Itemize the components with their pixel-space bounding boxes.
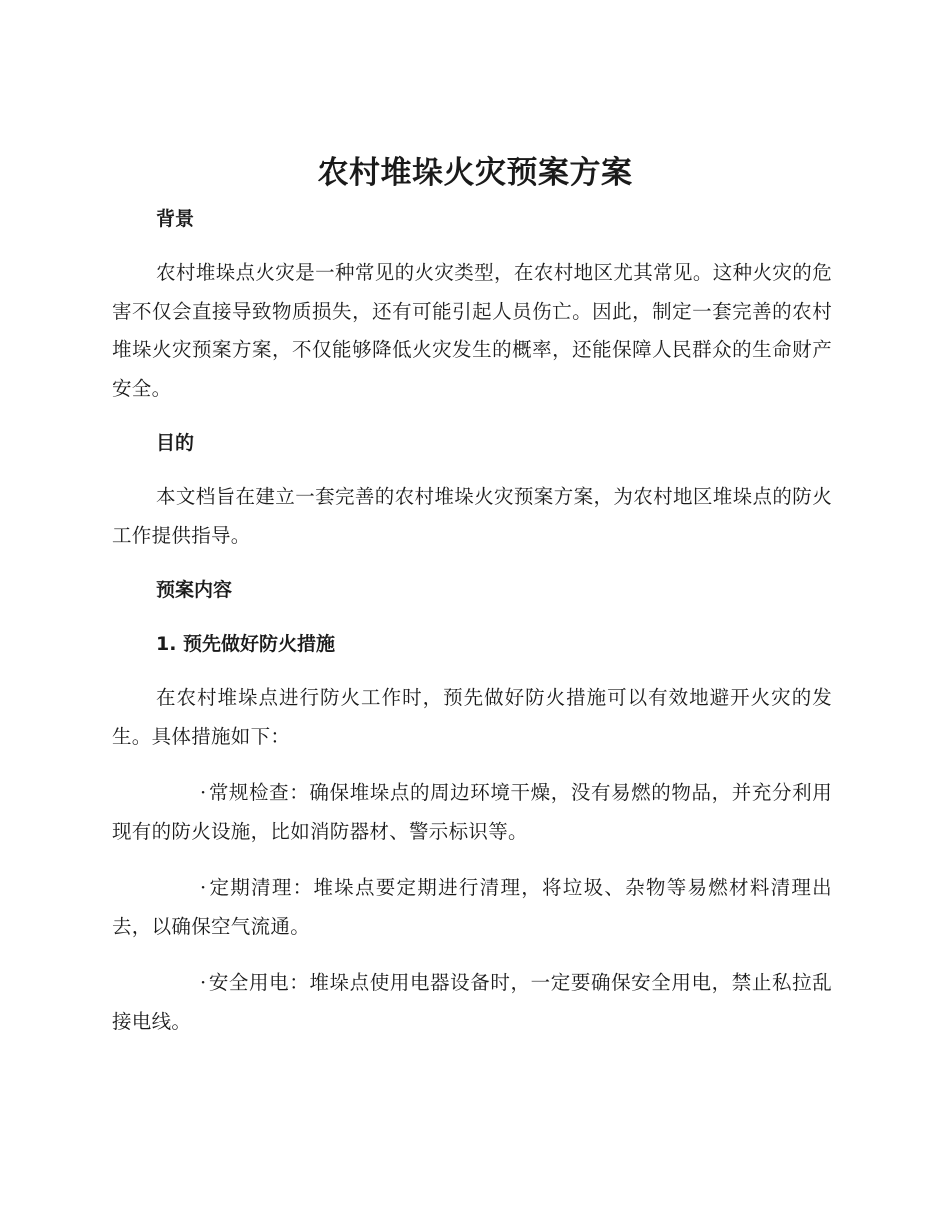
bullet-text: 定期清理：堆垛点要定期进行清理，将垃圾、杂物等易燃材料清理出去，以确保空气流通。 <box>112 876 832 938</box>
document-body <box>112 200 832 1041</box>
purpose-paragraph: 本文档旨在建立一套完善的农村堆垛火灾预案方案，为农村地区堆垛点的防火工作提供指导。 <box>112 485 832 547</box>
bullet-item-safe-electricity <box>112 964 832 1041</box>
section-heading-background: 背景 <box>156 208 195 230</box>
bullet-dot: · <box>200 781 207 804</box>
bullet-dot: · <box>200 876 207 899</box>
section-heading-plan: 预案内容 <box>156 579 233 601</box>
bullet-item-regular-cleaning <box>112 869 832 946</box>
background-paragraph: 农村堆垛点火灾是一种常见的火灾类型，在农村地区尤其常见。这种火灾的危害不仅会直接导致物质损失，还有可能引起人员伤亡。因此，制定一套完善的农村堆垛火灾预案方案，不仅能够降低火灾发生的概率，还能保障人民群众的生命财产安全。 <box>112 261 832 400</box>
bullet-text: 安全用电：堆垛点使用电器设备时，一定要确保安全用电，禁止私拉乱接电线。 <box>112 971 832 1033</box>
bullet-dot: · <box>200 971 207 994</box>
document-title: 农村堆垛火灾预案方案 <box>317 155 633 191</box>
section-heading-purpose: 目的 <box>156 432 195 454</box>
prevention-intro-paragraph: 在农村堆垛点进行防火工作时，预先做好防火措施可以有效地避开火灾的发生。具体措施如下： <box>112 686 832 748</box>
bullet-text: 常规检查：确保堆垛点的周边环境干燥，没有易燃的物品，并充分利用现有的防火设施，比如消防器材、警示标识等。 <box>112 781 832 843</box>
subsection-heading-prevention: 1. 预先做好防火措施 <box>156 633 336 655</box>
bullet-item-routine-check <box>112 774 832 851</box>
